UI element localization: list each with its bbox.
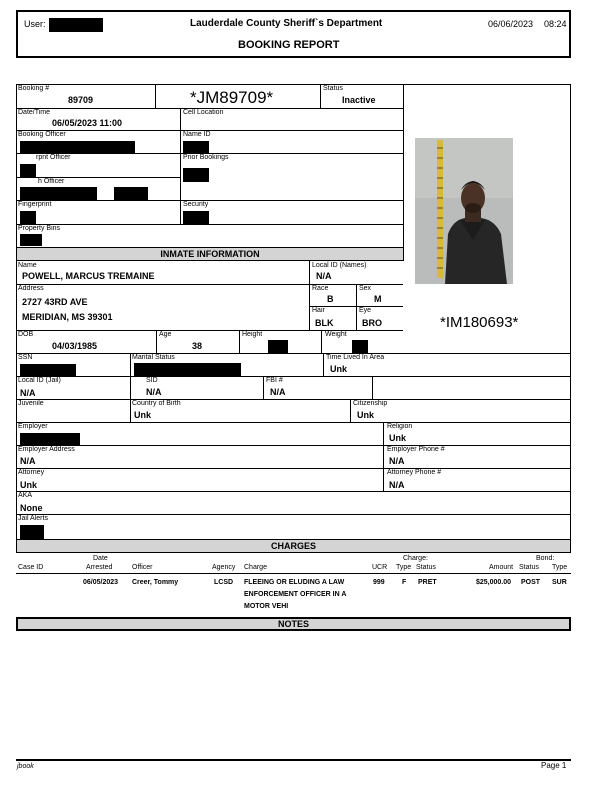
divider: [350, 399, 351, 423]
booking-number: 89709: [68, 95, 94, 105]
redacted-transport-officer-2: [114, 187, 148, 200]
photo-id: *IM180693*: [440, 314, 519, 331]
charge-agency: LCSD: [214, 579, 234, 586]
attorney-value: Unk: [20, 480, 38, 490]
charge-officer: Creer, Tommy: [132, 579, 179, 586]
mugshot-photo: [415, 138, 513, 284]
col-type: Type: [396, 564, 412, 571]
fingerprint-label: Fingerprint: [18, 201, 52, 208]
divider: [239, 330, 240, 353]
redacted-marital-status: [134, 363, 241, 377]
age-value: 38: [192, 341, 203, 351]
local-id-jail-label: Local ID (Jail): [18, 377, 61, 384]
sex-value: M: [374, 294, 382, 304]
col-amount: Amount: [489, 564, 514, 571]
race-value: B: [327, 294, 334, 304]
charge-status: PRET: [418, 579, 437, 586]
divider: [403, 84, 404, 254]
department-title: Lauderdale County Sheriff`s Department: [190, 18, 383, 29]
aka-value: None: [20, 503, 43, 513]
weight-label: Weight: [325, 331, 347, 338]
local-id-names: N/A: [316, 271, 332, 281]
col-date: Date: [93, 555, 108, 562]
col-agency: Agency: [212, 564, 236, 571]
employer-address-label: Employer Address: [18, 446, 75, 453]
local-id-names-label: Local ID (Names): [312, 262, 367, 269]
address-label: Address: [18, 285, 44, 292]
user-label: User:: [24, 19, 46, 29]
divider: [263, 376, 264, 400]
divider: [130, 353, 131, 377]
marital-status-label: Marital Status: [132, 354, 175, 361]
footer-rule: [16, 759, 571, 761]
dob-value: 04/03/1985: [52, 341, 98, 351]
attorney-phone-label: Attorney Phone #: [387, 469, 442, 476]
name-label: Name: [18, 262, 37, 269]
print-time: 08:24: [544, 19, 567, 29]
religion-value: Unk: [389, 433, 407, 443]
country-birth-label: Country of Birth: [132, 400, 181, 407]
time-lived-label: Time Lived In Area: [326, 354, 385, 361]
address-line-1: 2727 43RD AVE: [22, 297, 88, 307]
arresting-officer-label: rpnt Officer: [36, 154, 71, 161]
eye-label: Eye: [359, 307, 372, 314]
report-title: BOOKING REPORT: [238, 39, 340, 51]
ssn-label: SSN: [18, 354, 33, 361]
charge-description-line-2: ENFORCEMENT OFFICER IN A: [244, 591, 347, 598]
bond-type: SUR: [552, 579, 567, 586]
employer-phone-value: N/A: [389, 456, 405, 466]
divider: [372, 376, 373, 400]
employer-row: [16, 422, 571, 446]
redacted-jail-alerts: [20, 525, 44, 539]
sex-label: Sex: [359, 285, 372, 292]
divider: [323, 353, 324, 377]
charge-description-line-1: FLEEING OR ELUDING A LAW: [244, 579, 345, 586]
divider: [321, 330, 322, 353]
time-lived-value: Unk: [330, 364, 348, 374]
divider: [16, 224, 403, 225]
divider: [16, 200, 403, 201]
bond-amount: $25,000.00: [476, 579, 512, 586]
col-bond-status: Status: [519, 564, 539, 571]
col-ucr: UCR: [372, 564, 388, 571]
redacted-security: [183, 211, 209, 224]
redacted-height: [268, 340, 288, 353]
juvenile-label: Juvenile: [18, 400, 44, 407]
inmate-name: POWELL, MARCUS TREMAINE: [22, 271, 155, 281]
attorney-label: Attorney: [18, 469, 45, 476]
charge-description-line-3: MOTOR VEHI: [244, 603, 289, 610]
security-label: Security: [183, 201, 209, 208]
redacted-weight: [352, 340, 368, 353]
address-line-2: MERIDIAN, MS 39301: [22, 312, 113, 322]
divider: [130, 376, 131, 400]
hair-value: BLK: [315, 318, 334, 328]
bond-status: POST: [521, 579, 541, 586]
col-officer: Officer: [132, 564, 153, 571]
charges-header-rule: [16, 573, 571, 574]
aka-row: [16, 491, 571, 515]
divider: [320, 84, 321, 108]
sid-value: N/A: [146, 387, 162, 397]
age-label: Age: [159, 331, 172, 338]
divider: [180, 108, 181, 225]
divider: [356, 284, 357, 330]
inmate-information-header: INMATE INFORMATION: [16, 247, 404, 261]
divider: [155, 84, 156, 108]
booking-number-label: Booking #: [18, 85, 50, 92]
dob-label: DOB: [18, 331, 34, 338]
divider: [156, 330, 157, 353]
height-label: Height: [242, 331, 263, 338]
employer-address-value: N/A: [20, 456, 36, 466]
col-bond-type: Type: [552, 564, 568, 571]
charge-date-arrested: 06/05/2023: [83, 579, 119, 586]
prior-bookings-label: Prior Bookings: [183, 154, 229, 161]
local-id-row: [16, 376, 571, 400]
print-date: 06/06/2023: [488, 19, 534, 29]
col-bond-top: Bond:: [536, 555, 555, 562]
divider: [309, 261, 310, 330]
hair-label: Hair: [312, 307, 325, 314]
attorney-phone-value: N/A: [389, 480, 405, 490]
sid-label: SID: [146, 377, 158, 384]
report-code: jbook: [17, 763, 34, 770]
fbi-label: FBI #: [266, 377, 283, 384]
col-status: Status: [416, 564, 436, 571]
status-label: Status: [323, 85, 343, 92]
booking-barcode: *JM89709*: [190, 88, 274, 107]
local-id-jail-value: N/A: [20, 388, 36, 398]
fbi-value: N/A: [270, 387, 286, 397]
redacted-user: [49, 18, 103, 32]
redacted-prior-bookings: [183, 168, 209, 182]
charges-header: CHARGES: [16, 539, 571, 553]
jail-alerts-row: [16, 514, 571, 540]
redacted-arresting-officer: [20, 164, 36, 177]
booking-officer-label: Booking Officer: [18, 131, 66, 138]
employer-phone-label: Employer Phone #: [387, 446, 445, 453]
country-birth-value: Unk: [134, 410, 152, 420]
property-bins-label: Property Bins: [18, 225, 61, 232]
cell-location-label: Cell Location: [183, 109, 224, 116]
divider: [16, 284, 403, 285]
name-id-label: Name ID: [183, 131, 211, 138]
charge-ucr: 999: [373, 579, 385, 586]
race-label: Race: [312, 285, 329, 292]
datetime-label: Date/Time: [18, 109, 51, 116]
ssn-row: [16, 353, 571, 377]
report-header: [16, 10, 571, 58]
religion-label: Religion: [387, 423, 413, 430]
col-charge-top: Charge:: [403, 555, 428, 562]
employer-address-row: [16, 445, 571, 469]
eye-value: BRO: [362, 318, 382, 328]
aka-label: AKA: [18, 492, 33, 499]
citizenship-value: Unk: [357, 410, 375, 420]
jail-alerts-label: Jail Alerts: [18, 515, 48, 522]
transport-officer-label: h Officer: [38, 178, 65, 185]
citizenship-label: Citizenship: [353, 400, 388, 407]
juvenile-row: [16, 399, 571, 423]
status-value: Inactive: [342, 95, 376, 105]
divider: [130, 399, 131, 423]
notes-header: NOTES: [16, 617, 571, 631]
redacted-property-bins: [20, 234, 42, 246]
attorney-row: [16, 468, 571, 492]
col-charge: Charge: [244, 564, 267, 571]
datetime-value: 06/05/2023 11:00: [52, 118, 123, 128]
employer-label: Employer: [18, 423, 48, 430]
col-case-id: Case ID: [18, 564, 44, 571]
charge-type: F: [402, 579, 407, 586]
page-number: Page 1: [541, 761, 567, 770]
mugshot-image: [415, 138, 513, 284]
col-arrested: Arrested: [86, 564, 113, 571]
redacted-transport-officer-1: [20, 187, 97, 200]
redacted-fingerprint: [20, 211, 36, 224]
